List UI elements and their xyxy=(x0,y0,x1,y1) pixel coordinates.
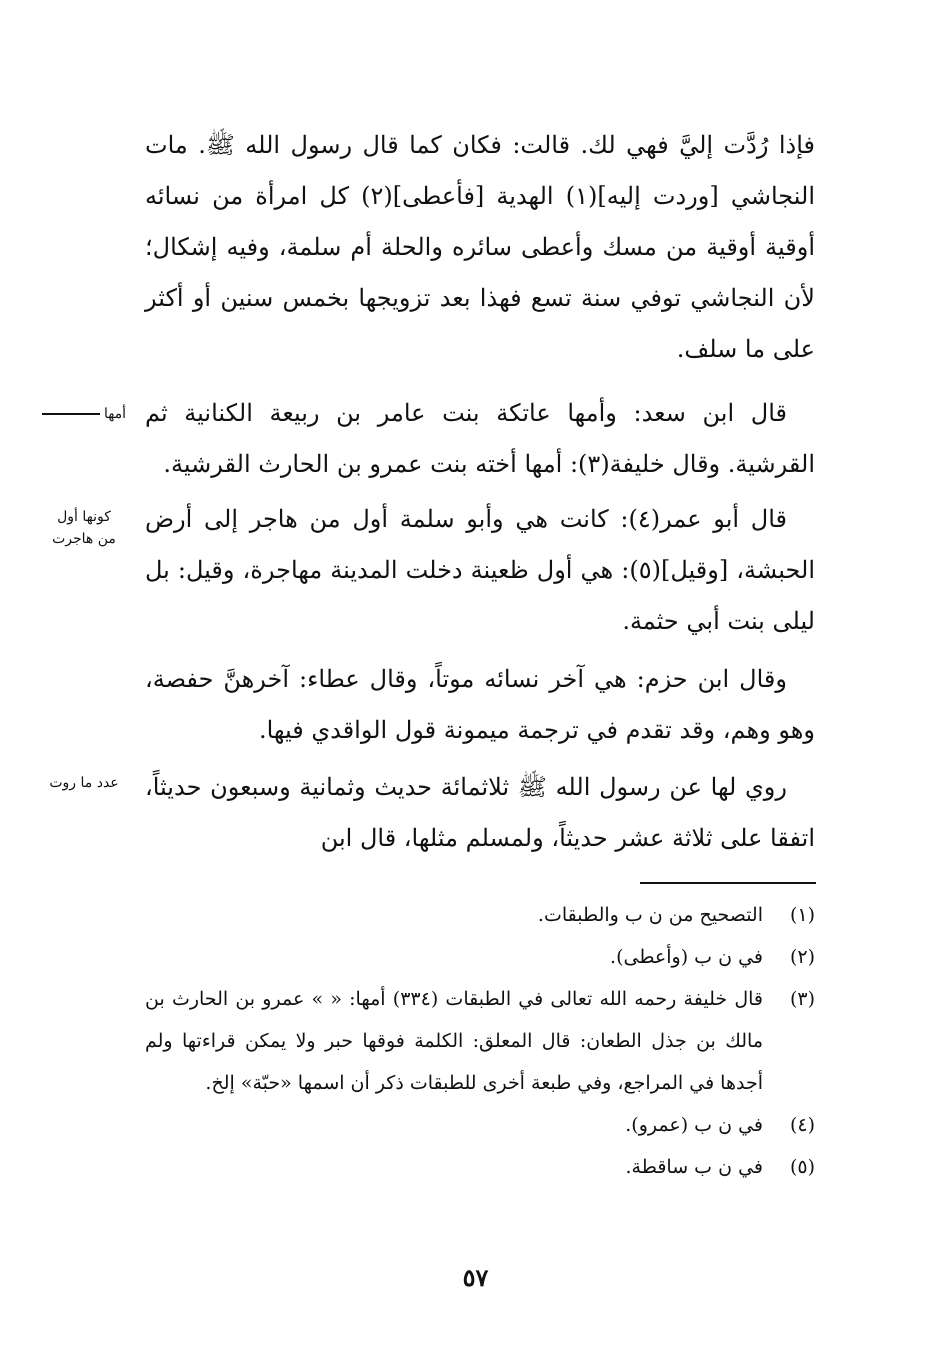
footnote xyxy=(145,1104,815,1146)
paragraph-5: روي لها عن رسول الله ﷺ ثلاثمائة حديث وثمانية وسبعون حديثاً، اتفقا على ثلاثة عشر حديثاً، ولمسلم مثلها، قال ابن xyxy=(145,773,815,852)
margin-note-line: كونها أول xyxy=(57,509,111,525)
margin-note-mother xyxy=(30,403,138,425)
page-number: ٥٧ xyxy=(462,1263,489,1292)
margin-note-line: من هاجرت xyxy=(52,531,116,547)
paragraph-4: وقال ابن حزم: هي آخر نسائه موتاً، وقال عطاء: آخرهنَّ حفصة، وهو وهم، وقد تقدم في ترجمة ميمونة قول الواقدي فيها. xyxy=(145,665,815,744)
paragraph-2: قال ابن سعد: وأمها عاتكة بنت عامر بن ربيعة الكنانية ثم القرشية. وقال خليفة(٣): أمها أخته بنت عمرو بن الحارث القرشية. xyxy=(145,399,815,478)
footnote-number: (٥) xyxy=(789,1156,815,1178)
footnote-text: في ن ب (وأعطى). xyxy=(610,946,763,968)
footnote-number: (٢) xyxy=(789,946,815,968)
paragraph-1: فإذا رُدَّت إليَّ فهي لك. قالت: فكان كما قال رسول الله ﷺ. مات النجاشي [وردت إليه](١) الهدية [فأعطى](٢) كل امرأة من نسائه أوقية أوقية من مسك وأعطى سائره والحلة أم سلمة، وفيه إشكال؛ لأن النجاشي توفي سنة تسع فهذا بعد تزويجها بخمس سنين أو أكثر على ما سلف. xyxy=(145,131,815,363)
footnote-number: (٤) xyxy=(789,1114,815,1136)
footnote-text: في ن ب (عمرو). xyxy=(625,1114,763,1136)
footnote xyxy=(145,894,815,936)
margin-note-first-emigrant xyxy=(30,506,138,550)
footnote-text: التصحيح من ن ب والطبقات. xyxy=(537,904,763,926)
footnote-text: قال خليفة رحمه الله تعالى في الطبقات (٣٣٤) أمها: « » عمرو بن الحارث بن مالك بن جذل الطعان: قال المعلق: الكلمة فوقها حبر ولا يمكن قراءتها ولم أجدها في المراجع، وفي طبعة أخرى للطبقات ذكر أن اسمها «حبّة» إلخ. xyxy=(145,988,764,1094)
footnote-number: (١) xyxy=(789,904,815,926)
paragraph-3: قال أبو عمر(٤): كانت هي وأبو سلمة أول من هاجر إلى أرض الحبشة، [وقيل](٥): هي أول ظعينة دخلت المدينة مهاجرة، وقيل: بل ليلى بنت أبي حثمة. xyxy=(145,505,816,635)
margin-note-rule xyxy=(42,413,100,415)
footnote xyxy=(145,936,815,978)
footnote-separator xyxy=(640,882,816,884)
margin-note-mother-label: أمها xyxy=(103,406,127,422)
footnote xyxy=(145,1146,815,1188)
footnote xyxy=(145,978,815,1104)
margin-note-narrations-count: عدد ما روت xyxy=(49,775,119,791)
footnotes xyxy=(145,894,815,1188)
footnote-text: في ن ب ساقطة. xyxy=(625,1156,763,1178)
footnote-number: (٣) xyxy=(789,988,815,1010)
